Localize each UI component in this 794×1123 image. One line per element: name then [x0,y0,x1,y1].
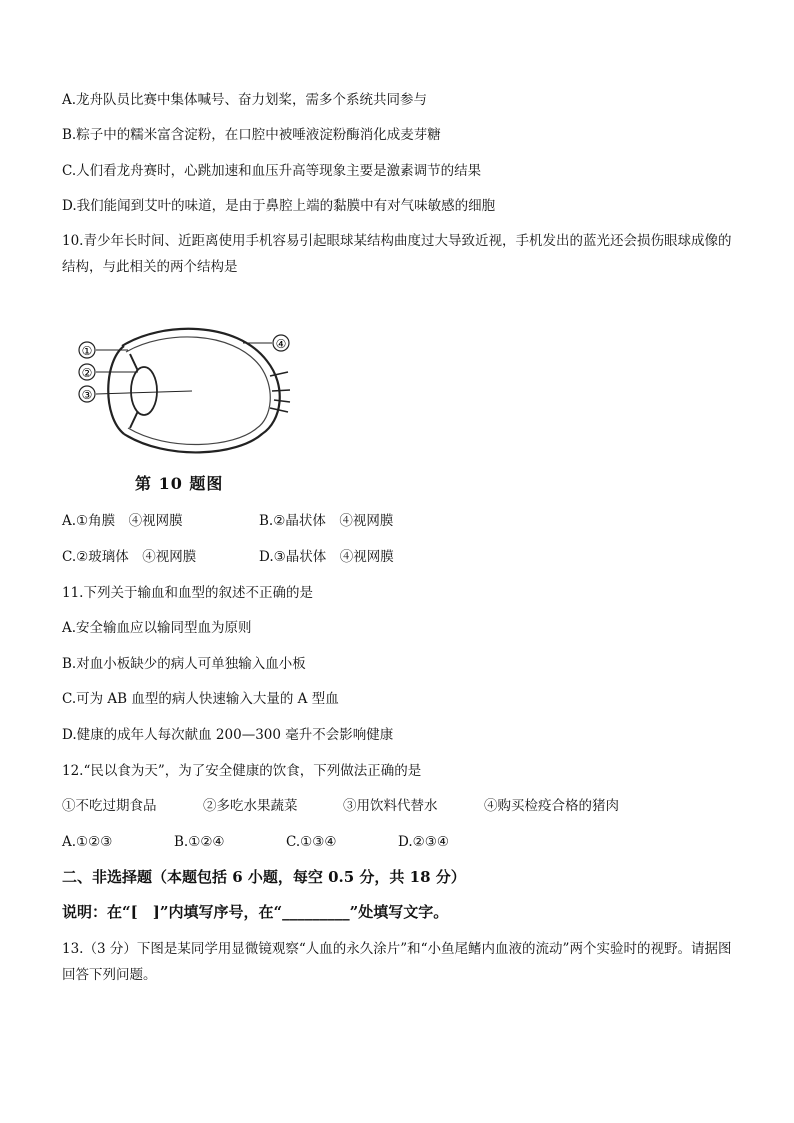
q11-option-a: A.安全输血应以输同型血为原则 [62,620,252,636]
label-1: ① [81,344,93,358]
q10-option-b: B.②晶状体 ④视网膜 [259,513,394,529]
q11-option-b: B.对血小板缺少的病人可单独输入血小板 [62,656,306,672]
q12-option-b: B.①②④ [174,834,225,850]
figure-caption: 第 10 题图 [135,474,224,493]
q11-option-d: D.健康的成年人每次献血 200—300 毫升不会影响健康 [62,727,394,743]
q9-option-a: A.龙舟队员比赛中集体喊号、奋力划桨，需多个系统共同参与 [62,92,428,108]
q12-item-4: ④购买检疫合格的猪肉 [484,798,619,814]
q12-stem: 12.“民以食为天”，为了安全健康的饮食，下列做法正确的是 [62,763,422,779]
q12-option-a: A.①②③ [62,834,113,850]
section2-heading: 二、非选择题（本题包括 6 小题，每空 0.5 分，共 18 分） [62,868,466,886]
q9-option-d: D.我们能闻到艾叶的味道，是由于鼻腔上端的黏膜中有对气味敏感的细胞 [62,198,496,214]
q10-option-a: A.①角膜 ④视网膜 [62,513,183,529]
q10-stem: 10.青少年长时间、近距离使用手机容易引起眼球某结构曲度过大导致近视，手机发出的蓝光还会损伤眼球成像的结构，与此相关的两个结构是 [62,233,732,275]
q11-stem: 11.下列关于输血和血型的叙述不正确的是 [62,585,313,601]
q12-item-1: ①不吃过期食品 [62,798,157,814]
q9-option-b: B.粽子中的糯米富含淀粉，在口腔中被唾液淀粉酶消化成麦芽糖 [62,127,441,143]
q11-option-c: C.可为 AB 血型的病人快速输入大量的 A 型血 [62,691,339,707]
section2-note: 说明：在“[ ]”内填写序号，在“_________”处填写文字。 [62,903,449,921]
q12-item-2: ②多吃水果蔬菜 [203,798,298,814]
label-3: ③ [81,388,93,402]
q10-option-c: C.②玻璃体 ④视网膜 [62,549,197,565]
label-2: ② [81,366,93,380]
eyeball-diagram [62,316,292,466]
q12-option-c: C.①③④ [286,834,337,850]
cornea [108,346,124,434]
q12-item-3: ③用饮料代替水 [343,798,438,814]
eye-diagram-figure [62,316,292,496]
q12-option-d: D.②③④ [398,834,449,850]
q9-option-c: C.人们看龙舟赛时，心跳加速和血压升高等现象主要是激素调节的结果 [62,163,482,179]
lens [131,367,157,415]
q13-stem: 13.（3 分）下图是某同学用显微镜观察“人血的永久涂片”和“小鱼尾鳍内血液的流动”两个实验时的视野。请据图回答下列问题。 [62,941,732,983]
q10-option-d: D.③晶状体 ④视网膜 [259,549,394,565]
label-4: ④ [275,337,287,351]
